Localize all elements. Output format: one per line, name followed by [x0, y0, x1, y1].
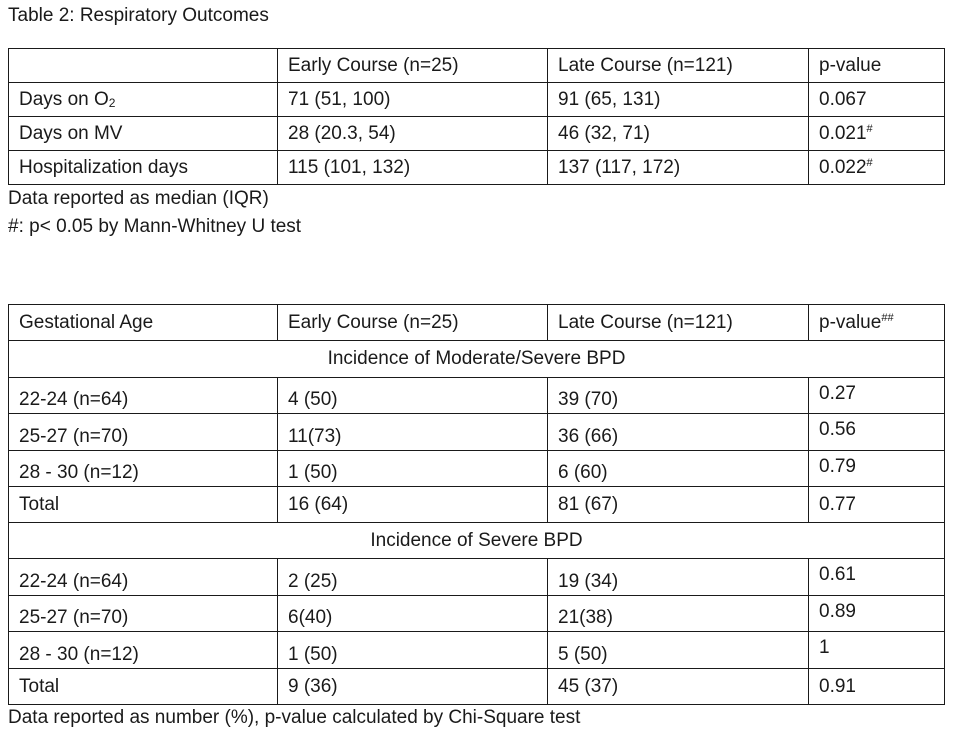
- table-row: [9, 151, 945, 185]
- late-cell: 46 (32, 71): [548, 117, 809, 151]
- early-cell: 6(40): [278, 596, 548, 632]
- p-value-cell: 0.79: [809, 451, 945, 487]
- table1-note: Data reported as median (IQR): [8, 188, 269, 209]
- row-label-text: Days on O: [19, 88, 109, 110]
- p-value-cell: 0.56: [809, 414, 945, 451]
- row-label: [9, 83, 278, 117]
- early-cell: 115 (101, 132): [278, 151, 548, 185]
- p-value-header: p-value: [819, 311, 882, 333]
- header-cell: Early Course (n=25): [278, 305, 548, 341]
- respiratory-outcomes-table: [8, 48, 945, 185]
- ga-cell: 28 - 30 (n=12): [9, 632, 278, 669]
- late-cell: 45 (37): [548, 669, 809, 705]
- early-cell: 4 (50): [278, 378, 548, 414]
- p-value-cell: 0.77: [809, 487, 945, 523]
- ga-cell: 25-27 (n=70): [9, 414, 278, 451]
- p-value-cell: [809, 117, 945, 151]
- significance-mark: #: [866, 156, 873, 169]
- header-cell: Late Course (n=121): [548, 49, 809, 83]
- late-cell: 6 (60): [548, 451, 809, 487]
- table-row: [9, 632, 945, 669]
- table1-footnote: #: p< 0.05 by Mann-Whitney U test: [8, 216, 302, 237]
- total-row: [9, 487, 945, 523]
- table1-title: Table 2: Respiratory Outcomes: [8, 5, 269, 26]
- late-cell: 39 (70): [548, 378, 809, 414]
- table-row: [9, 596, 945, 632]
- table-header-row: [9, 305, 945, 341]
- ga-cell: Total: [9, 487, 278, 523]
- table2-note: Data reported as number (%), p-value calculated by Chi-Square test: [8, 707, 581, 728]
- section-row: [9, 341, 945, 378]
- early-cell: 1 (50): [278, 632, 548, 669]
- significance-mark: #: [866, 122, 873, 135]
- p-value: 0.022: [819, 156, 867, 178]
- late-cell: 81 (67): [548, 487, 809, 523]
- p-value-cell: [809, 83, 945, 117]
- late-cell: 91 (65, 131): [548, 83, 809, 117]
- ga-cell: 22-24 (n=64): [9, 378, 278, 414]
- table-header-row: [9, 49, 945, 83]
- early-cell: 2 (25): [278, 559, 548, 596]
- table-row: [9, 83, 945, 117]
- header-cell: p-value: [809, 49, 945, 83]
- section-title: Incidence of Moderate/Severe BPD: [9, 341, 945, 378]
- ga-cell: Total: [9, 669, 278, 705]
- table-row: [9, 451, 945, 487]
- p-value: 0.021: [819, 122, 867, 144]
- row-label-text: Days on MV: [19, 122, 123, 144]
- ga-cell: 22-24 (n=64): [9, 559, 278, 596]
- p-value-cell: 0.61: [809, 559, 945, 596]
- p-value-cell: 0.27: [809, 378, 945, 414]
- late-cell: 5 (50): [548, 632, 809, 669]
- header-cell: Late Course (n=121): [548, 305, 809, 341]
- p-value-cell: 1: [809, 632, 945, 669]
- table-row: [9, 378, 945, 414]
- header-cell: Early Course (n=25): [278, 49, 548, 83]
- p-value: 0.067: [819, 88, 867, 110]
- total-row: [9, 669, 945, 705]
- header-cell: Gestational Age: [9, 305, 278, 341]
- ga-cell: 28 - 30 (n=12): [9, 451, 278, 487]
- early-cell: 11(73): [278, 414, 548, 451]
- late-cell: 19 (34): [548, 559, 809, 596]
- early-cell: 16 (64): [278, 487, 548, 523]
- table-row: [9, 559, 945, 596]
- section-row: [9, 523, 945, 559]
- late-cell: 137 (117, 172): [548, 151, 809, 185]
- subscript: 2: [108, 95, 116, 110]
- early-cell: 28 (20.3, 54): [278, 117, 548, 151]
- early-cell: 1 (50): [278, 451, 548, 487]
- row-label: [9, 117, 278, 151]
- late-cell: 21(38): [548, 596, 809, 632]
- bpd-incidence-table: [8, 304, 945, 705]
- late-cell: 36 (66): [548, 414, 809, 451]
- early-cell: 9 (36): [278, 669, 548, 705]
- row-label-text: Hospitalization days: [19, 156, 188, 178]
- p-value-cell: 0.91: [809, 669, 945, 705]
- section-title: Incidence of Severe BPD: [9, 523, 945, 559]
- row-label: [9, 151, 278, 185]
- ga-cell: 25-27 (n=70): [9, 596, 278, 632]
- header-cell: [809, 305, 945, 341]
- p-value-cell: 0.89: [809, 596, 945, 632]
- table-row: [9, 414, 945, 451]
- table-row: [9, 117, 945, 151]
- early-cell: 71 (51, 100): [278, 83, 548, 117]
- p-value-cell: [809, 151, 945, 185]
- significance-mark: ##: [881, 311, 894, 324]
- header-cell: [9, 49, 278, 83]
